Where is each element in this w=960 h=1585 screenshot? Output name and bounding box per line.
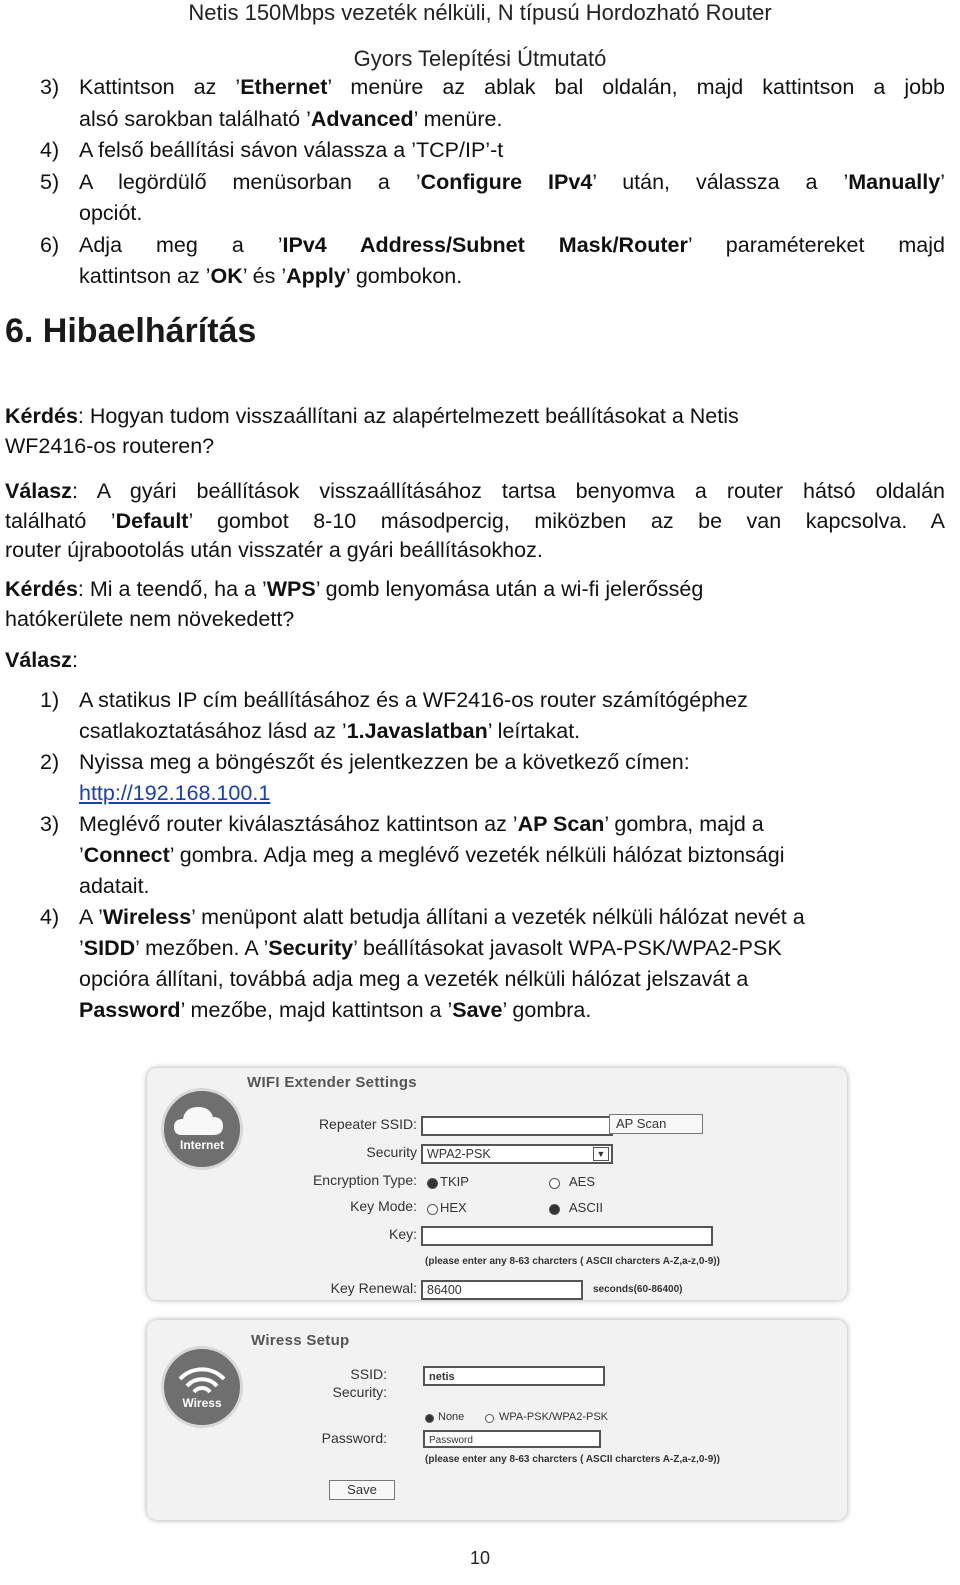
- wireless-setup-panel: [147, 1320, 847, 1520]
- internet-badge-label: Internet: [179, 1138, 224, 1152]
- hex-radio[interactable]: [427, 1204, 438, 1215]
- ssid-input[interactable]: [423, 1366, 605, 1386]
- aes-label: AES: [569, 1174, 596, 1189]
- faq-text-line: router újrabootolás után visszatér a gyári beállításokhoz.: [5, 538, 543, 562]
- step-text-line: alsó sarokban található ’Advanced’ menüre.: [79, 106, 503, 131]
- bold-term: Válasz: [5, 648, 72, 672]
- encryption-type-label: Encryption Type:: [312, 1172, 417, 1188]
- step-text-line: kattintson az ’OK’ és ’Apply’ gombokon.: [79, 264, 463, 288]
- bold-term: Válasz: [5, 479, 72, 503]
- bold-term: 1.Javaslatban: [346, 719, 488, 743]
- step-text-line: ’SIDD’ mezőben. A ’Security’ beállításokat javasolt WPA-PSK/WPA2-PSK: [79, 936, 782, 960]
- save-button[interactable]: Save: [329, 1480, 395, 1500]
- key-renewal-hint: seconds(60-86400): [593, 1284, 683, 1295]
- step-number: 6): [40, 232, 60, 257]
- bold-term: AP Scan: [517, 812, 605, 836]
- ap-scan-button[interactable]: AP Scan: [609, 1114, 703, 1134]
- bold-term: Configure IPv4: [420, 169, 593, 194]
- tkip-label: TKIP: [440, 1174, 469, 1189]
- faq-text-line: WF2416-os routeren?: [5, 433, 215, 458]
- key-renewal-label: Key Renewal:: [330, 1280, 417, 1296]
- ssid-label: SSID:: [350, 1366, 387, 1382]
- ascii-radio[interactable]: [549, 1204, 560, 1215]
- ssid-value: netis: [429, 1371, 455, 1383]
- key-input[interactable]: [421, 1226, 713, 1246]
- extender-title: WIFI Extender Settings: [247, 1074, 417, 1091]
- step-text-line: Password’ mezőbe, majd kattintson a ’Save’ gombra.: [79, 998, 592, 1022]
- bold-term: Advanced: [310, 106, 414, 131]
- repeater-ssid-input[interactable]: [421, 1116, 613, 1136]
- step-text-line: A felső beállítási sávon válassza a ’TCP/IP’-t: [79, 138, 504, 162]
- section-heading: 6. Hibaelhárítás: [5, 312, 257, 350]
- settings-screenshot: [147, 1068, 847, 1520]
- security-select-value: WPA2-PSK: [427, 1147, 491, 1161]
- security-select[interactable]: [421, 1144, 613, 1164]
- bold-term: SIDD: [83, 936, 136, 960]
- bold-term: Default: [115, 508, 189, 533]
- wireless-security-label: Security:: [332, 1384, 387, 1400]
- step-number: 2): [40, 750, 60, 774]
- step-text-line: [79, 781, 270, 806]
- step-text-line: csatlakoztatásához lásd az ’1.Javaslatban’ leírtakat.: [79, 719, 581, 743]
- step-text-line: Nyissa meg a böngészőt és jelentkezzen be a következő címen:: [79, 750, 690, 774]
- bold-term: Connect: [83, 843, 170, 867]
- step-text-line: A ’Wireless’ menüpont alatt betudja állítani a vezeték nélküli hálózat nevét a: [79, 905, 805, 929]
- step-text-line: ’Connect’ gombra. Adja meg a meglévő vezeték nélküli hálózat biztonsági: [79, 843, 785, 867]
- step-text-line: Adja meg a ’IPv4 Address/Subnet Mask/Router’ paramétereket majd: [79, 232, 945, 257]
- step-text-line: opciót.: [79, 201, 143, 225]
- password-label: Password:: [321, 1430, 387, 1446]
- bold-term: Kérdés: [5, 404, 78, 428]
- step-number: 1): [40, 688, 60, 712]
- hex-label: HEX: [440, 1200, 467, 1215]
- key-hint: (please enter any 8-63 charcters ( ASCII charcters A-Z,a-z,0-9)): [425, 1256, 720, 1267]
- page-number: 10: [469, 1548, 491, 1568]
- bold-term: Ethernet: [240, 75, 328, 99]
- bold-term: IPv4 Address/Subnet Mask/Router: [282, 232, 688, 257]
- password-hint: (please enter any 8-63 charcters ( ASCII charcters A-Z,a-z,0-9)): [425, 1454, 720, 1465]
- bold-term: Save: [452, 998, 503, 1022]
- aes-radio[interactable]: [549, 1178, 560, 1189]
- step-text-line: opcióra állítani, továbbá adja meg a vezeték nélküli hálózat jelszavát a: [79, 967, 749, 991]
- bold-term: Manually: [848, 169, 941, 194]
- bold-term: Wireless: [102, 905, 192, 929]
- repeater-ssid-label: Repeater SSID:: [318, 1116, 417, 1132]
- step-text-line: Meglévő router kiválasztásához kattintson az ’AP Scan’ gombra, majd a: [79, 812, 764, 836]
- bold-term: OK: [210, 264, 243, 288]
- bold-term: Password: [79, 998, 181, 1022]
- step-text-line: A statikus IP cím beállításához és a WF2416-os router számítógéphez: [79, 688, 748, 712]
- faq-text-line: Válasz: A gyári beállítások visszaállításához tartsa benyomva a router hátsó oldalán: [5, 479, 945, 503]
- document-title: Netis 150Mbps vezeték nélküli, N típusú Hordozható Router: [188, 0, 772, 25]
- step-number: 4): [40, 905, 60, 929]
- faq-text-line: található ’Default’ gombot 8-10 másodpercig, miközben az be van kapcsolva. A: [5, 508, 945, 533]
- tkip-radio[interactable]: [427, 1178, 438, 1189]
- ascii-label: ASCII: [569, 1200, 603, 1215]
- wpa-label: WPA-PSK/WPA2-PSK: [499, 1411, 609, 1423]
- document-subtitle: Gyors Telepítési Útmutató: [353, 46, 607, 71]
- key-label: Key:: [388, 1226, 417, 1242]
- step-text-line: Kattintson az ’Ethernet’ menüre az ablak bal oldalán, majd kattintson a jobb: [79, 75, 945, 99]
- step-number: 3): [40, 812, 60, 836]
- none-label: None: [438, 1411, 465, 1423]
- key-renewal-input[interactable]: 86400: [421, 1280, 583, 1300]
- step-number: 3): [40, 75, 60, 99]
- bold-term: WPS: [266, 577, 316, 601]
- none-radio[interactable]: [425, 1414, 434, 1423]
- chevron-down-icon[interactable]: ▼: [593, 1147, 609, 1161]
- wifi-extender-panel: [147, 1068, 847, 1300]
- wireless-title: Wiress Setup: [251, 1332, 350, 1349]
- faq-text-line: Válasz:: [5, 648, 78, 672]
- security-label: Security: [366, 1144, 417, 1160]
- faq-text-line: hatókerülete nem növekedett?: [5, 606, 295, 631]
- bold-term: Security: [268, 936, 354, 960]
- step-text-line: A legördülő menüsorban a ’Configure IPv4’ után, válassza a ’Manually’: [79, 169, 945, 194]
- bold-term: Apply: [286, 264, 346, 288]
- wireless-badge-label: Wiress: [182, 1396, 222, 1410]
- step-text-line: adatait.: [79, 874, 150, 898]
- step-number: 5): [40, 169, 60, 194]
- password-value: Password: [429, 1435, 473, 1446]
- wpa-radio[interactable]: [485, 1414, 494, 1423]
- password-input[interactable]: [423, 1430, 601, 1448]
- faq-text-line: Kérdés: Hogyan tudom visszaállítani az alapértelmezett beállításokat a Netis: [5, 404, 739, 428]
- key-mode-label: Key Mode:: [350, 1198, 417, 1214]
- router-address-link[interactable]: http://192.168.100.1: [79, 781, 271, 805]
- bold-term: Kérdés: [5, 577, 78, 601]
- step-number: 4): [40, 138, 60, 162]
- faq-text-line: Kérdés: Mi a teendő, ha a ’WPS’ gomb lenyomása után a wi-fi jelerősség: [5, 577, 704, 601]
